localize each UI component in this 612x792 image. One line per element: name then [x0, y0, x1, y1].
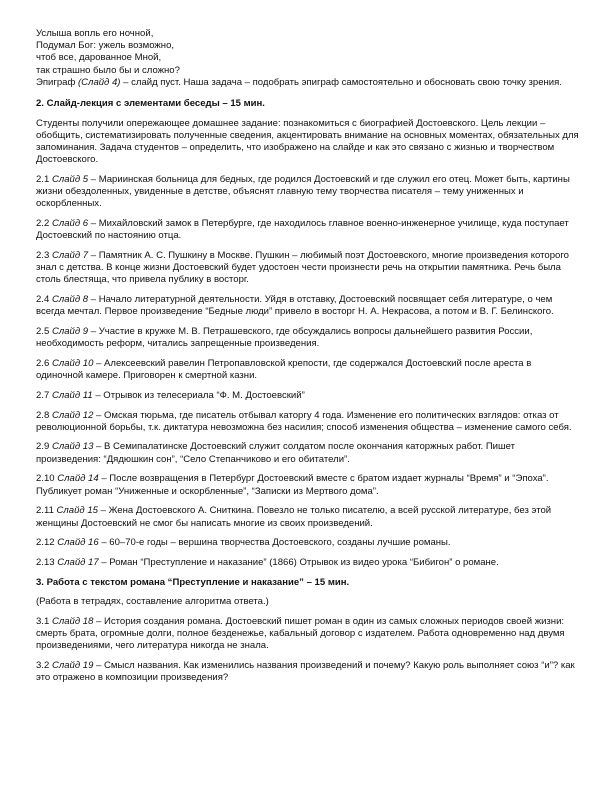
item-text: – История создания романа. Достоевский пишет роман в один из самых сложных периодов своей жизни: смерть брата, огромные долги, полное безденежье, кабальный договор с издателем. Работа одновременно над двумя произведениями, чего литература никогда не знала. [36, 616, 565, 652]
slide-reference: Слайд 16 [57, 537, 99, 549]
epigraph-label: Эпиграф [36, 76, 78, 88]
item-number: 2.13 [36, 556, 58, 568]
item-text: – В Семипалатинске Достоевский служит солдатом после окончания каторжных работ. Пишет произведения: “Дядюшкин сон”, “Село Степанчиково и его обитатели”. [36, 441, 516, 465]
slide-item [36, 660, 580, 684]
item-text: – Омская тюрьма, где писатель отбывал каторгу 4 года. Изменение его политических взглядов: отказ от революционной борьбы, т.к. диктатура невозможна без насилия; способ изменения общества – изменение самого себя. [36, 409, 572, 433]
slide-item [36, 390, 580, 402]
item-number: 2.11 [36, 505, 57, 517]
item-number: 2.6 [36, 357, 52, 369]
item-number: 2.12 [36, 537, 58, 549]
slide-item [36, 358, 580, 382]
item-text: – Памятник А. С. Пушкину в Москве. Пушкин – любимый поэт Достоевского, многие произведения которого знал с детства. В конце жизни Достоевский будет удостоен чести произнести речь на открытии памятника. Речь была столь блестяща, что привела публику в восторг. [36, 250, 569, 286]
epigraph-text: – слайд пуст. Наша задача – подобрать эпиграф самостоятельно и обосновать свою точку зрения. [120, 76, 562, 88]
item-text: – Отрывок из телесериала “Ф. М. Достоевский” [92, 389, 305, 401]
slide-reference: Слайд 7 [51, 250, 89, 262]
slide-item [36, 473, 580, 497]
slide-item [36, 174, 580, 211]
slide-reference: Слайд 17 [57, 556, 99, 568]
slide-item [36, 537, 580, 549]
section-3-heading: 3. Работа с текстом романа “Преступление и наказание” – 15 мин. [36, 576, 350, 588]
item-text: – Начало литературной деятельности. Уйдя в отставку, Достоевский посвящает себя литературе, о чем всегда мечтал. Первое произведение “Бедные люди” привело в восторг Н. А. Некрасова, а потом и В. Г. Белинского. [36, 294, 554, 318]
slide-reference: (Слайд 4) [77, 76, 121, 88]
item-number: 2.2 [36, 218, 52, 230]
slide-item [36, 441, 580, 465]
slide-item [36, 410, 580, 434]
item-number: 2.3 [36, 250, 52, 262]
poem [36, 28, 580, 77]
slide-reference: Слайд 12 [51, 409, 94, 421]
item-text: – После возвращения в Петербург Достоевский вместе с братом издает журналы “Время” и “Эпоха”. Публикует роман “Униженные и оскорбленные”, “Записки из Мертвого дома”. [36, 473, 549, 497]
slide-reference: Слайд 9 [51, 326, 89, 338]
slide-reference: Слайд 19 [51, 660, 94, 672]
slide-item [36, 557, 580, 569]
slide-item [36, 294, 580, 318]
item-number: 2.10 [36, 473, 58, 485]
slide-item [36, 218, 580, 242]
item-text: – 60–70-е годы – вершина творчества Достоевского, созданы лучшие романы. [98, 537, 451, 549]
slide-reference: Слайд 6 [51, 218, 89, 230]
slide-reference: Слайд 15 [56, 505, 98, 517]
poem-line: Услыша вопль его ночной, [36, 28, 154, 39]
slide-item [36, 616, 580, 653]
item-text: – Михайловский замок в Петербурге, где находилось главное военно-инженерное училище, куда поступает Достоевский по настоянию отца. [36, 218, 569, 242]
item-number: 2.9 [36, 441, 52, 453]
item-number: 3.2 [36, 660, 52, 672]
item-text: – Роман “Преступление и наказание” (1866) Отрывок из видео урока “Бибигон” о романе. [98, 556, 499, 568]
section-3-items [36, 616, 580, 685]
item-text: – Алексеевский равелин Петропавловской крепости, где содержался Достоевский после ареста в одиночной камере. Приговорен к смертной казни. [36, 357, 532, 382]
slide-item [36, 505, 580, 529]
slide-item [36, 250, 580, 287]
section-2-heading: 2. Слайд-лекция с элементами беседы – 15 мин. [36, 98, 265, 110]
item-text: – Жена Достоевского А. Сниткина. Повезло не только писателю, а всей русской литературе, без этой женщины Достоевский не смог бы написать многие из своих произведений. [36, 505, 552, 529]
item-number: 2.7 [36, 389, 52, 401]
section-2-items [36, 174, 580, 569]
document-body [36, 28, 580, 692]
item-text: – Участие в кружке М. В. Петрашевского, где обсуждались вопросы дальнейшего развития России, необходимость реформ, читались запрещенные произведения. [36, 326, 533, 350]
item-number: 2.5 [36, 326, 52, 338]
item-number: 2.4 [36, 294, 52, 306]
epigraph-paragraph [36, 77, 580, 89]
slide-reference: Слайд 10 [51, 357, 94, 369]
slide-item [36, 326, 580, 350]
section-2-intro: Студенты получили опережающее домашнее задание: познакомиться с биографией Достоевского. Цель лекции – обобщить, систематизировать полученные сведения, акцентировать внимание на основных моментах, обязательных для запоминания. Задача студентов – определить, что изображено на слайде и как это связано с жизнью и творчеством Достоевского. [36, 117, 579, 166]
item-number: 2.8 [36, 409, 52, 421]
slide-reference: Слайд 8 [51, 294, 89, 306]
item-number: 3.1 [36, 616, 52, 628]
poem-line: Подумал Бог: ужель возможно, [36, 40, 175, 52]
slide-reference: Слайд 11 [51, 389, 93, 401]
slide-reference: Слайд 5 [51, 174, 89, 186]
item-number: 2.1 [36, 174, 52, 186]
section-3-note: (Работа в тетрадях, составление алгоритма ответа.) [36, 596, 269, 608]
slide-reference: Слайд 14 [57, 473, 99, 485]
poem-line: так страшно было бы и сложно? [36, 64, 180, 76]
slide-reference: Слайд 18 [51, 616, 94, 628]
poem-line: чтоб все, дарованное Мной, [36, 52, 162, 64]
item-text: – Мариинская больница для бедных, где родился Достоевский и где служил его отец. Может быть, картины жизни обездоленных, увиденные в детстве, объяснят главную тему творчества писателя – тему униженных и оскорбленных. [36, 174, 570, 210]
slide-reference: Слайд 13 [51, 441, 94, 453]
item-text: – Смысл названия. Как изменились названия произведений и почему? Какую роль выполняет союз “и”? как это отражено в композиции произведения? [36, 660, 575, 684]
